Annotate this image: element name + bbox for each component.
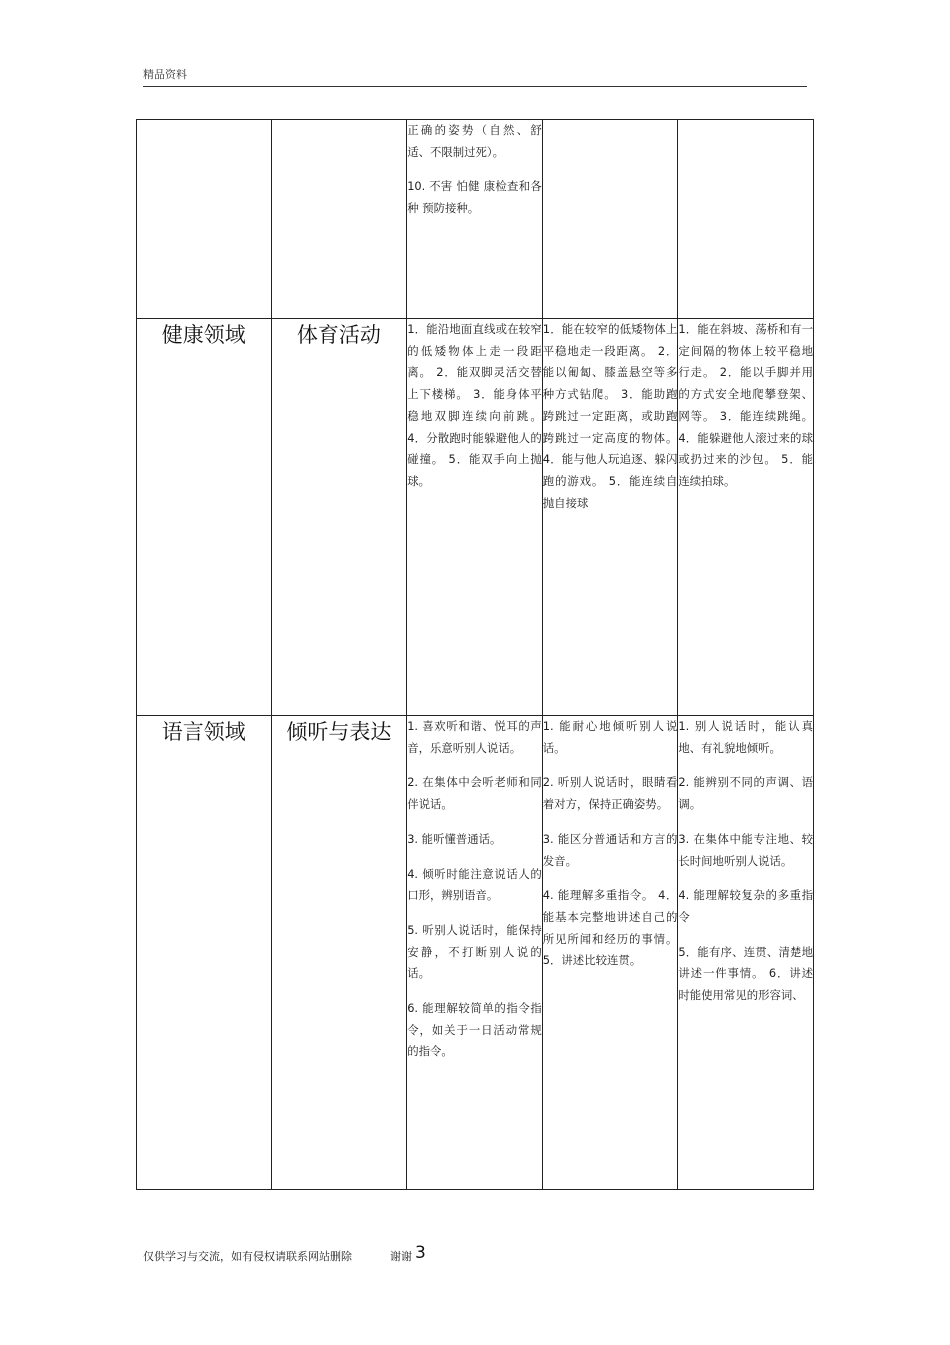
goals-cell-age-3 [678,120,814,319]
table-row [137,716,814,1190]
footer-note: 仅供学习与交流，如有侵权请联系网站删除 [143,1250,352,1263]
table-row [137,319,814,716]
domain-cell: 健康领域 [137,319,272,716]
goal-paragraph: 3. 能区分普通话和方言的发音。 [542,831,678,868]
goals-cell-age-1 [407,716,543,1190]
goal-paragraph: 1．能沿地面直线或在较窄的低矮物体上走一段距离。 2．能双脚灵活交替上下楼梯。 3．能身体平稳地双脚连续向前跳。 4．分散跑时能躲避他人的碰撞。 5．能双手向上抛球。 [407,322,542,488]
goal-paragraph: 6. 能理解较简单的指令指令，如关于一日活动常规的指令。 [407,1001,542,1059]
page-number: 3 [415,1243,426,1263]
header-rule [143,86,807,87]
table-row [137,120,814,319]
domain-cell [137,120,272,319]
area-cell: 倾听与表达 [271,716,407,1190]
goal-paragraph: 1．能在较窄的低矮物体上平稳地走一段距离。 2．能以匍匐、膝盖悬空等多种方式钻爬。 3．能助跑跨跳过一定距离，或助跑跨跳过一定高度的物体。 4．能与他人玩追逐、躲闪跑的游戏。 5．能连续自抛自接球 [542,322,678,510]
goal-paragraph: 1. 喜欢听和谐、悦耳的声音，乐意听别人说话。 [407,719,542,755]
goals-cell-age-2 [542,120,678,319]
goals-cell-age-3 [678,319,814,716]
goal-paragraph: 2. 听别人说话时，眼睛看着对方，保持正确姿势。 [542,775,678,812]
goal-paragraph: 3. 在集体中能专注地、较长时间地听别人说话。 [678,831,813,868]
goals-cell-age-2 [542,319,678,716]
goal-paragraph: 1. 别人说话时，能认真地、有礼貌地倾听。 [678,719,813,755]
domain-cell: 语言领域 [137,716,272,1190]
goal-paragraph: 1. 能耐心地倾听别人说话。 [542,719,678,755]
goal-paragraph: 2. 在集体中会听老师和同伴说话。 [407,775,542,812]
goals-cell-age-1 [407,120,543,319]
footer-thanks: 谢谢 [390,1250,412,1263]
goal-paragraph: 10. 不害 怕健 康检查和各种 预防接种。 [407,179,542,216]
goal-paragraph: 1．能在斜坡、荡桥和有一定间隔的物体上较平稳地行走。 2．能以手脚并用的方式安全地爬攀登架、网等。 3．能连续跳绳。 4．能躲避他人滚过来的球或扔过来的沙包。 5．能连续拍球。 [678,322,813,488]
header-label: 精品资料 [143,68,187,81]
goal-paragraph: 4. 能理解多重指令。 4．能基本完整地讲述自己的所见所闻和经历的事情。 5．讲述比较连贯。 [542,888,678,968]
goals-cell-age-1 [407,319,543,716]
goal-paragraph: 3. 能听懂普通话。 [407,831,502,846]
goal-paragraph: 正确的姿势（自然、舒适、不限制过死）。 [407,123,542,159]
curriculum-table [136,119,814,1190]
goal-paragraph: 4. 倾听时能注意说话人的口形，辨别语音。 [407,866,542,903]
area-cell: 体育活动 [271,319,407,716]
goal-paragraph: 4. 能理解较复杂的多重指令 [678,888,813,924]
goals-cell-age-3 [678,716,814,1190]
goal-paragraph: 5．能有序、连贯、清楚地讲述一件事情。 6．讲述时能使用常见的形容词、 [678,944,813,1003]
goals-cell-age-2 [542,716,678,1190]
area-cell [271,120,407,319]
goal-paragraph: 5. 听别人说话时，能保持安静，不打断别人说的话。 [407,922,542,981]
goal-paragraph: 2. 能辨别不同的声调、语调。 [678,775,813,812]
